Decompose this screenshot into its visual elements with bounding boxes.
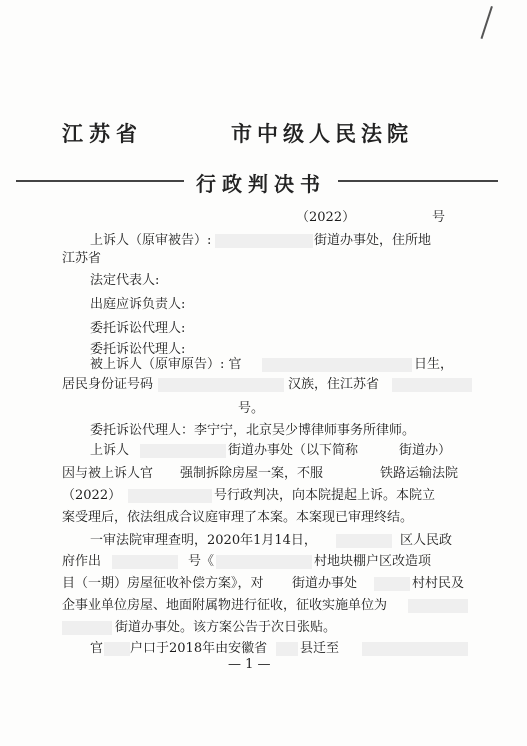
p1-line1-c: 街道办） (399, 443, 452, 458)
p1-line4: 案受理后，依法组成合议庭审理了本案。本案现已审理终结。 (62, 510, 414, 525)
redaction (158, 378, 284, 392)
p1-line2-a: 因与被上诉人官 (62, 466, 154, 481)
p2-line4: 企事业单位房屋、地面附属物进行征收，征收实施单位为 (62, 598, 388, 613)
legal-rep-label: 法定代表人: (90, 273, 160, 288)
court-header (0, 118, 527, 146)
p2-line2-c: 村地块棚户区改造项 (314, 554, 432, 569)
case-number-suffix: 号 (432, 210, 446, 225)
redaction (62, 621, 112, 635)
redaction (262, 358, 412, 372)
redaction (362, 642, 468, 656)
redaction (276, 642, 298, 656)
redaction (215, 234, 313, 248)
province-name: 江苏省 (62, 121, 143, 146)
p2-line1-a: 一审法院审理查明，2020年1月14日， (90, 533, 317, 548)
court-name: 市中级人民法院 (231, 121, 413, 146)
page-number: — 1 — (228, 657, 271, 672)
redaction (336, 534, 392, 548)
appellant-label: 上诉人（原审被告）: (90, 233, 212, 248)
p1-line1-b: 街道办事处（以下简称 (228, 443, 359, 458)
id-label: 居民身份证号码 (62, 377, 154, 392)
p1-line3-a: （2022） (62, 488, 122, 503)
id-end: 号。 (238, 401, 265, 416)
title-rule-right (338, 180, 498, 182)
redaction (392, 378, 472, 392)
p1-line2-c: 铁路运输法院 (380, 466, 459, 481)
redaction (216, 555, 312, 569)
responsible-label: 出庭应诉负责人: (90, 297, 186, 312)
p2-line5: 街道办事处。该方案公告于次日张贴。 (115, 620, 337, 635)
p2-line2-b: 号《 (188, 554, 215, 569)
p2-line1-b: 区人民政 (400, 533, 453, 548)
document-title: 行政判决书 (196, 172, 326, 196)
redaction (104, 642, 130, 656)
appellee-agent: 委托诉讼代理人：李宁宁，北京吴少博律师事务所律师。 (90, 423, 416, 438)
title-rule-left (16, 180, 184, 182)
p2-line3-b: 街道办事处 (292, 576, 358, 591)
p2-line2-a: 府作出 (62, 554, 102, 569)
redaction (374, 577, 410, 591)
appellee-label: 被上诉人（原审原告）: 官 (90, 357, 242, 372)
redaction (140, 444, 226, 458)
appellant-address: 江苏省 (62, 251, 102, 266)
p1-line1-a: 上诉人 (90, 443, 130, 458)
p2-line3-c: 村村民及 (412, 576, 465, 591)
p2-line3-a: 目（一期）房屋征收补偿方案》，对 (62, 576, 264, 591)
p3-line1-b: 户口于2018年由安徽省 (130, 641, 268, 656)
case-year: （2022） (296, 210, 356, 225)
redaction (128, 489, 212, 503)
pen-mark (480, 6, 492, 39)
p1-line3-b: 号行政判决，向本院提起上诉。本院立 (214, 488, 436, 503)
p3-line1-c: 县迁至 (300, 641, 340, 656)
p1-line2-b: 强制拆除房屋一案，不服 (180, 466, 324, 481)
agent-label-1: 委托诉讼代理人: (90, 321, 186, 336)
document-title-row (0, 168, 527, 194)
appellee-birth: 日生， (414, 357, 454, 372)
redaction (112, 555, 178, 569)
p3-line1-a: 官 (90, 641, 104, 656)
agent-label-2: 委托诉讼代理人: (90, 342, 186, 357)
redaction (408, 599, 468, 613)
id-text: 汉族，住江苏省 (288, 377, 380, 392)
appellant-text: 街道办事处，住所地 (314, 233, 432, 248)
